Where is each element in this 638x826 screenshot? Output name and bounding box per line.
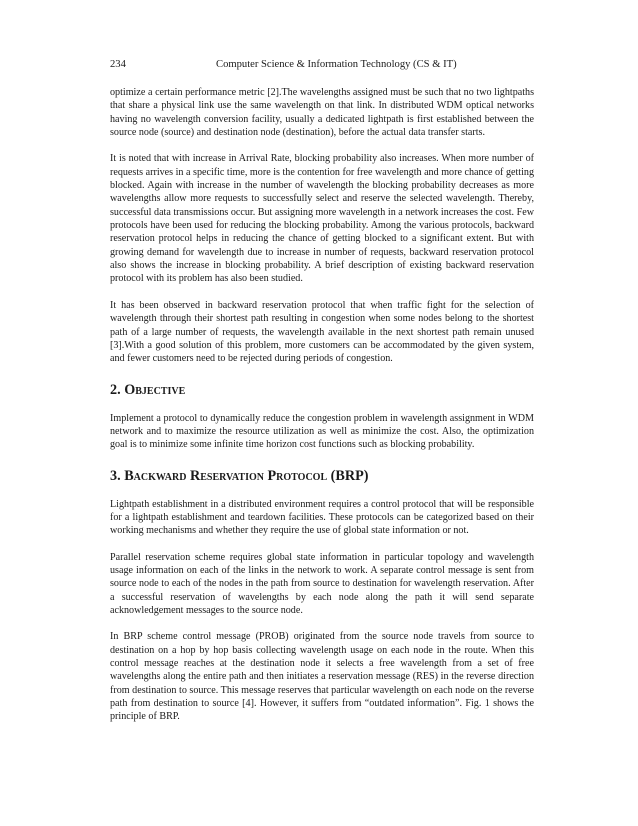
running-header (110, 58, 534, 72)
journal-name: Computer Science & Information Technology (CS & IT) (216, 59, 457, 70)
brp-heading: 3. Backward Reservation Protocol (BRP) (110, 467, 369, 484)
intro-paragraph-1: optimize a certain performance metric [2].The wavelengths assigned must be such that no two lightpaths that share a physical link use the same wavelength on that link. In distributed WDM optical networks having no wavelength conversion facility, usually a dedicated lightpath is first established between the source node (source) and destination node (destination), before the actual data transfer starts. (110, 87, 534, 139)
brp-paragraph-2: Parallel reservation scheme requires global state information in particular topology and wavelength usage information on each of the links in the network to work. A separate control message is sent from source node to each of the nodes in the path from source to destination for wavelength reservation. After a successful reservation of wavelengths by each node along the path it will send separate acknowledgement messages to the source node. (110, 551, 534, 616)
page-number: 234 (110, 59, 126, 70)
intro-paragraph-2: It is noted that with increase in Arrival Rate, blocking probability also increases. When more number of requests arrives in a specific time, more is the contention for free wavelength and more chance of getting blocked. Again with increase in the number of wavelength the blocking probability decreases as more wavelengths allow more requests to successfully select and reserve the selected wavelength. Thereby, successful data transmissions occur. But assigning more wavelength in a network increases the cost. Few protocols have been used for reducing the blocking probability. Among the various protocols, backward reservation protocol helps in reducing the chance of getting blocked to a significant extent. But with growing demand for wavelength due to increase in number of requests, backward reservation protocol also shows the increase in blocking probability. A brief description of existing backward reservation protocol with its problem has also been studied. (110, 153, 534, 285)
brp-paragraph-3: In BRP scheme control message (PROB) originated from the source node travels from source to destination on a hop by hop basis collecting wavelength usage on each node in the route. When this control message reaches at the destination node it selects a free wavelength from a set of free wavelengths along the entire path and then initiates a reservation message (RES) in the reverse direction from destination to source. This message reserves that particular wavelength on each node on the reverse path from destination to source [4]. However, it suffers from “outdated information”. Fig. 1 shows the principle of BRP. (110, 631, 534, 723)
paper-page (110, 58, 534, 737)
intro-paragraph-3: It has been observed in backward reservation protocol that when traffic fight for the selection of wavelength through their shortest path resulting in congestion when some nodes belong to the shortest path of a large number of requests, the wavelength available in the next shortest path remain unused [3].With a good solution of this problem, more customers can be accommodated by the given system, and fewer customers need to be rejected during periods of congestion. (110, 299, 534, 365)
objective-paragraph: Implement a protocol to dynamically reduce the congestion problem in wavelength assignment in WDM network and to maximize the resource utilization as well as minimize the cost. Also, the optimization goal is to minimize some infinite time horizon cost functions such as blocking probability. (110, 412, 534, 451)
objective-heading: 2. Objective (110, 381, 186, 398)
brp-paragraph-1: Lightpath establishment in a distributed environment requires a control protocol that will be responsible for a lightpath establishment and teardown facilities. These protocols can be categorized based on their working mechanisms and whether they require the use of global state information or not. (110, 498, 534, 537)
